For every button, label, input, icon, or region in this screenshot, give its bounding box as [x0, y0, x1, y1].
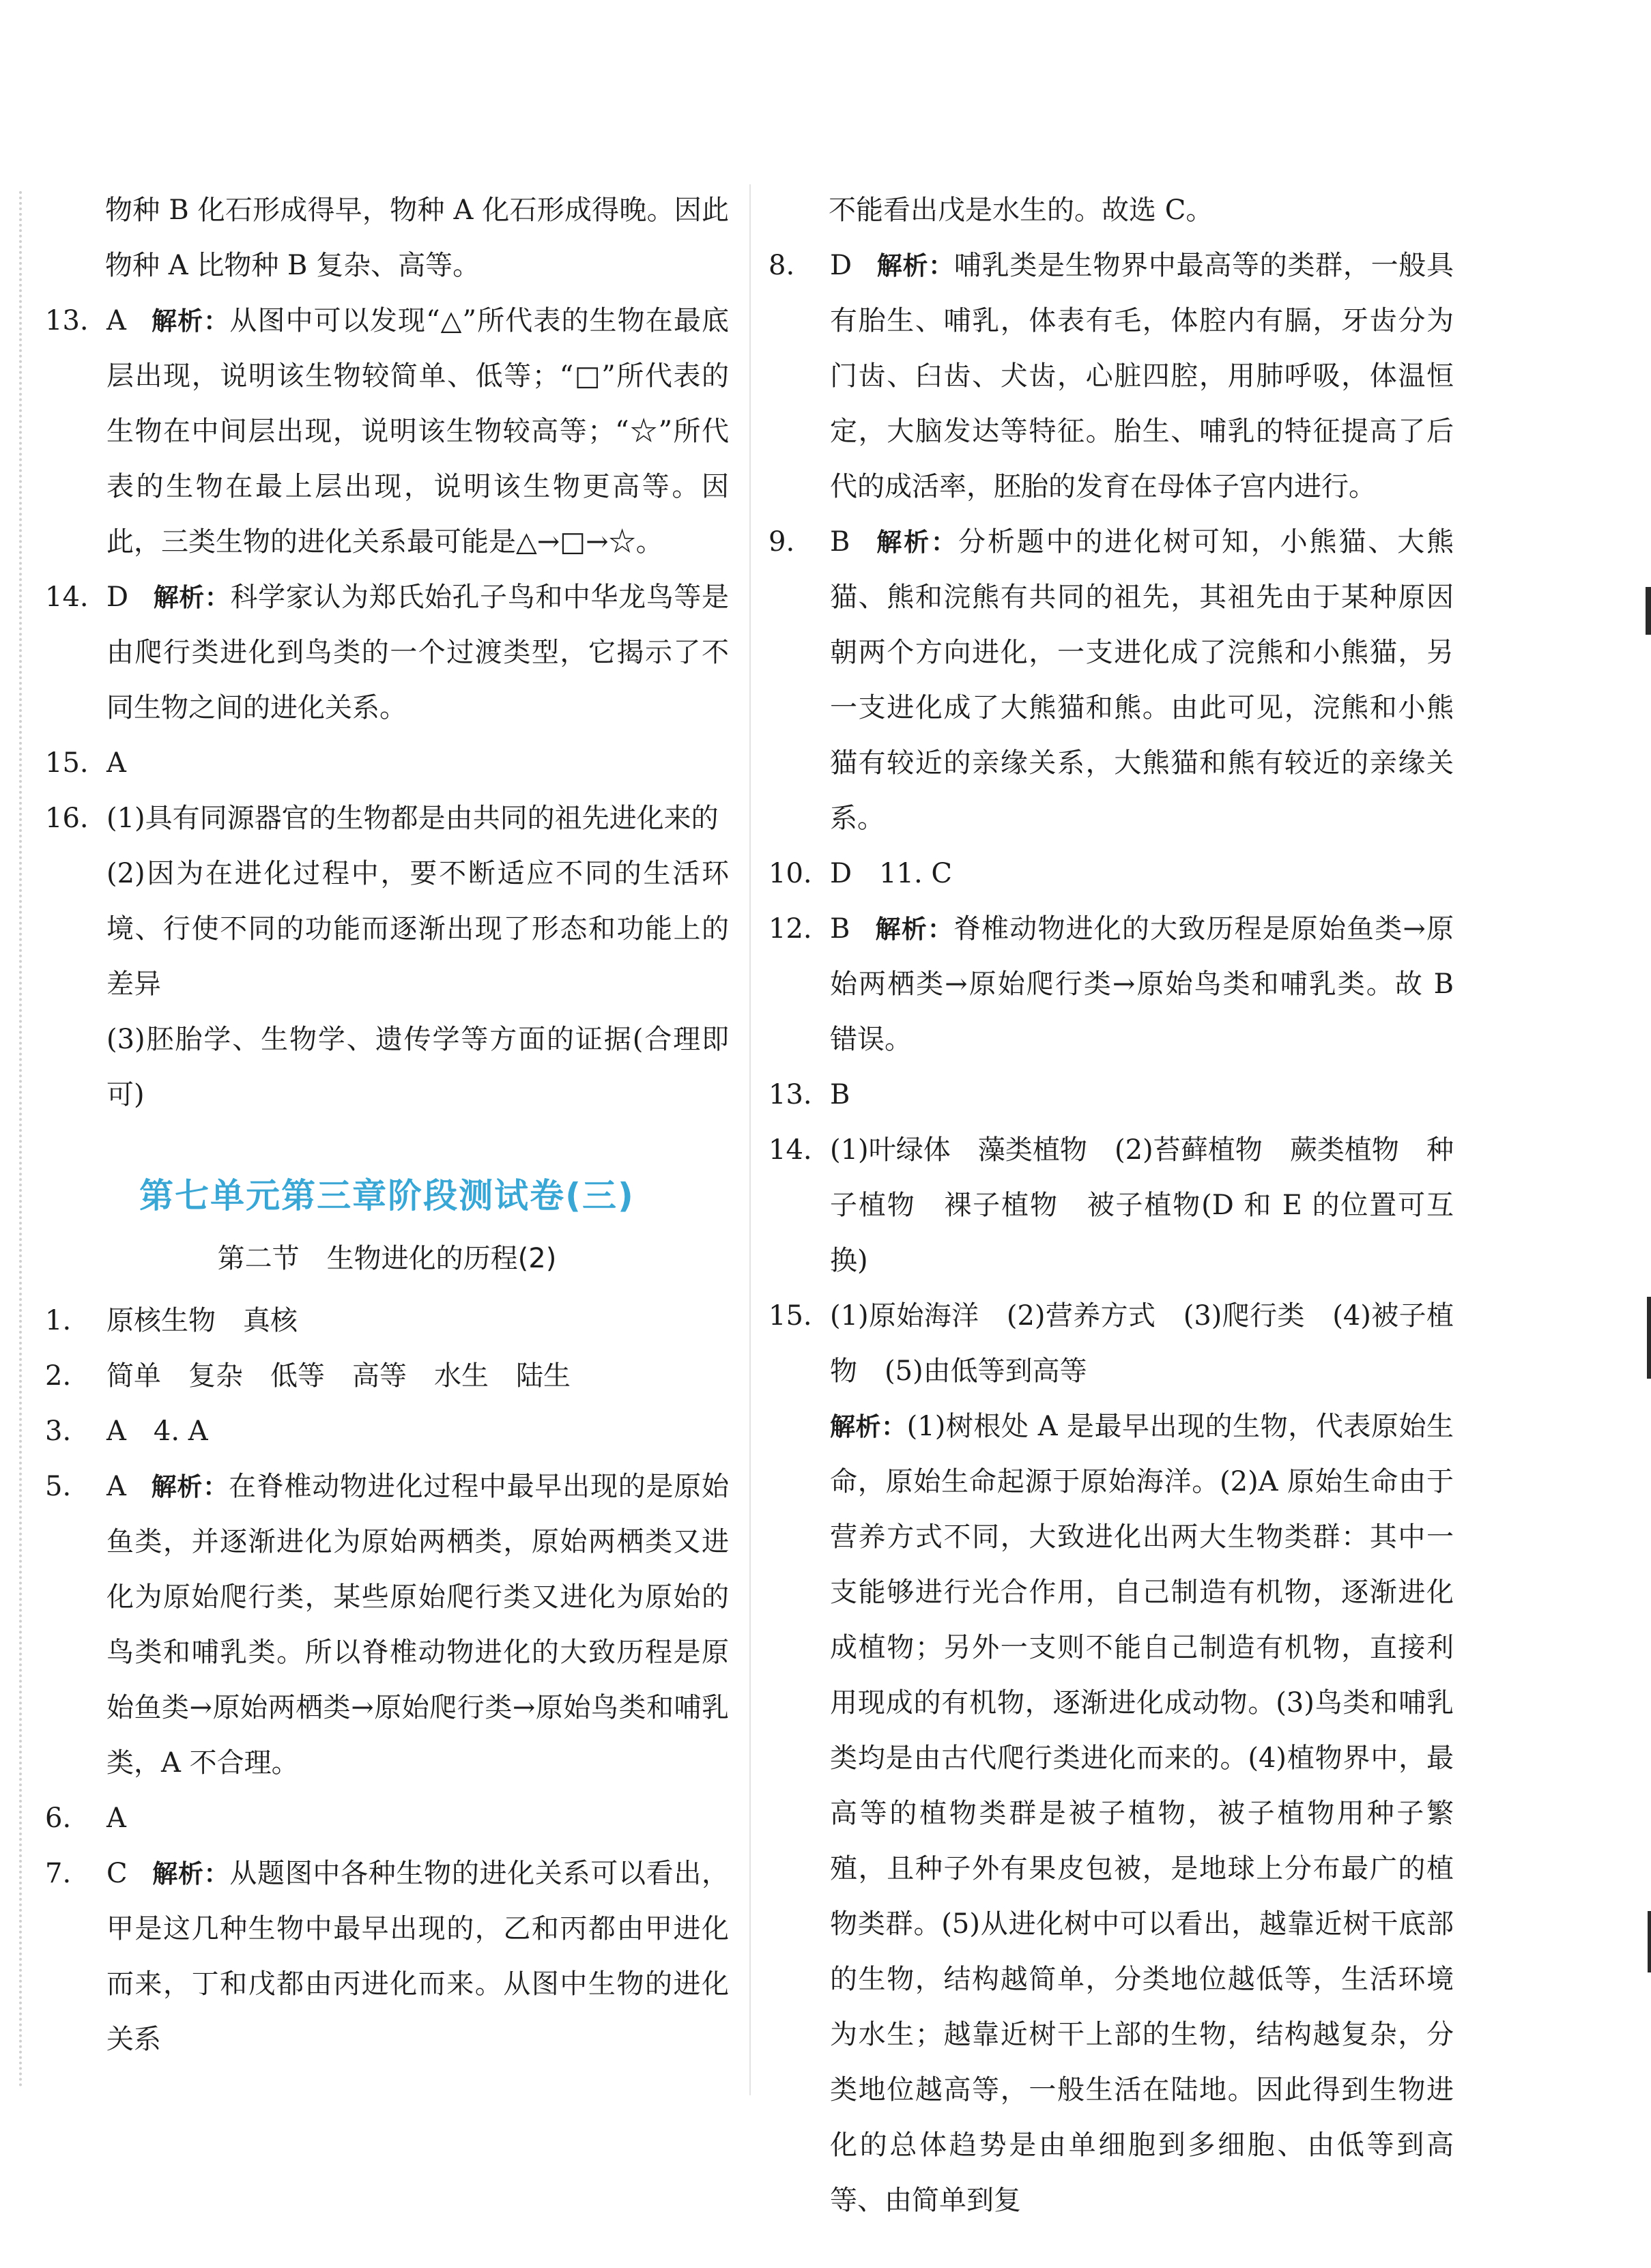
unit-title: 第七单元第三章阶段测试卷(三): [139, 1176, 635, 1216]
answer-number: 6.: [45, 1803, 72, 1834]
answer-15: [769, 1289, 1454, 2228]
analysis-label: 解析：: [876, 251, 954, 281]
answer-letter: A: [106, 1803, 126, 1834]
right-column: [769, 183, 1454, 2228]
q12-continuation: 物种 B 化石形成得早，物种 A 化石形成得晚。因此物种 A 比物种 B 复杂、高等。: [105, 195, 729, 281]
analysis-label: 解析：: [874, 915, 953, 944]
answer-8: [769, 238, 1454, 515]
analysis-label: 解析：: [874, 528, 958, 557]
answer-text: 简单 复杂 低等 高等 水生 陆生: [106, 1360, 571, 1392]
analysis-text: 从图中可以发现“△”所代表的生物在最底层出现，说明该生物较简单、低等；“□”所代表的生物在中间层出现，说明该生物较高等；“☆”所代表的生物在最上层出现，说明该生物更高等。因此，三类生物的进化关系最可能是△→□→☆。: [106, 305, 729, 558]
answer-text: A 4. A: [106, 1416, 208, 1447]
scan-edge-mark: [1648, 1911, 1651, 1972]
binding-edge-dots: [19, 191, 22, 2088]
column-divider: [749, 184, 751, 2095]
analysis-label: 解析：: [150, 1472, 229, 1502]
analysis-text: 在脊椎动物进化过程中最早出现的是原始鱼类，并逐渐进化为原始两栖类，原始两栖类又进化为原始爬行类，某些原始爬行类又进化为原始的鸟类和哺乳类。所以脊椎动物进化的大致历程是原始鱼类→原始两栖类→原始爬行类→原始鸟类和哺乳类，A 不合理。: [106, 1471, 730, 1779]
answer-number: 1.: [45, 1305, 72, 1336]
analysis-text: 脊椎动物进化的大致历程是原始鱼类→原始两栖类→原始爬行类→原始鸟类和哺乳类。故 B 错误。: [830, 913, 1454, 1055]
answer-letter: B: [830, 1079, 850, 1110]
answer-14: [769, 1123, 1454, 1289]
answer-letter: C: [106, 1858, 128, 1889]
answer-1: [45, 1293, 729, 1349]
section-title: 第二节 生物进化的历程(2): [217, 1243, 557, 1274]
answer-part: (1)具有同源器官的生物都是由共同的祖先进化来的: [106, 803, 719, 834]
analysis-text: (1)树根处 A 是最早出现的生物，代表原始生命，原始生命起源于原始海洋。(2)A 原始生命由于营养方式不同，大致进化出两大生物类群：其中一支能够进行光合作用，自己制造有机物，逐渐进化成植物；另外一支则不能自己制造有机物，直接利用现成的有机物，逐渐进化成动物。(3)鸟类和哺乳类均是由古代爬行类进化而来的。(4)植物界中，最高等的植物类群是被子植物，被子植物用种子繁殖，且种子外有果皮包被，是地球上分布最广的植物类群。(5)从进化树中可以看出，越靠近树干底部的生物，结构越简单，分类地位越低等，生活环境为水生；越靠近树干上部的生物，结构越复杂，分类地位越高等，一般生活在陆地。因此得到生物进化的总体趋势是由单细胞到多细胞、由低等到高等、由简单到复: [830, 1411, 1454, 2216]
answer-7: [45, 1846, 729, 2067]
answer-13: [45, 293, 729, 570]
answer-letter: D: [830, 250, 852, 281]
answer-number: 15.: [769, 1300, 812, 1332]
analysis-text: 从题图中各种生物的进化关系可以看出，甲是这几种生物中最早出现的，乙和丙都由甲进化而来，丁和戊都由丙进化而来。从图中生物的进化关系: [106, 1858, 730, 2055]
answer-letter: B: [830, 913, 850, 945]
answer-16: [45, 791, 729, 1123]
answer-number: 16.: [45, 803, 89, 834]
analysis-label: 解析：: [150, 306, 230, 336]
answer-5: [45, 1459, 729, 1791]
answer-letter: A: [106, 1471, 126, 1502]
answer-number: 14.: [45, 582, 89, 613]
answer-13: [769, 1067, 1454, 1123]
q7-continuation: 不能看出戊是水生的。故选 C。: [829, 195, 1214, 226]
answer-number: 8.: [769, 250, 795, 281]
answer-12: [769, 902, 1454, 1067]
answer-14: [45, 570, 729, 736]
analysis-text: 科学家认为郑氏始孔子鸟和中华龙鸟等是由爬行类进化到鸟类的一个过渡类型，它揭示了不同生物之间的进化关系。: [106, 582, 730, 723]
answer-text: (1)原始海洋 (2)营养方式 (3)爬行类 (4)被子植物 (5)由低等到高等: [830, 1300, 1454, 1387]
analysis-block: [830, 1399, 1454, 2228]
answer-number: 9.: [769, 526, 795, 558]
answer-15: [45, 736, 729, 791]
answer-letter: A: [106, 747, 126, 779]
answer-2: [45, 1349, 729, 1404]
answer-part: (2)因为在进化过程中，要不断适应不同的生活环境、行使不同的功能而逐渐出现了形态和功能上的差异: [106, 858, 729, 1000]
analysis-label: 解析：: [152, 1859, 230, 1889]
answer-10-11: [769, 846, 1454, 902]
answer-number: 5.: [45, 1471, 72, 1502]
answer-text: (1)叶绿体 藻类植物 (2)苔藓植物 蕨类植物 种子植物 裸子植物 被子植物(D 和 E 的位置可互换): [830, 1134, 1454, 1276]
answer-number: 15.: [45, 747, 89, 779]
answer-text: D 11. C: [830, 858, 953, 889]
answer-letter: A: [106, 305, 126, 336]
answer-number: 14.: [769, 1134, 812, 1166]
answer-number: 13.: [769, 1079, 812, 1110]
answer-number: 2.: [45, 1360, 72, 1392]
answer-letter: D: [106, 582, 129, 613]
left-column: [45, 183, 729, 2067]
scan-edge-mark: [1647, 1297, 1651, 1379]
analysis-label: 解析：: [830, 1412, 907, 1441]
answer-number: 7.: [45, 1858, 72, 1889]
answer-number: 12.: [769, 913, 812, 945]
answer-number: 10.: [769, 858, 812, 889]
answer-number: 13.: [45, 305, 89, 336]
answer-3-4: [45, 1404, 729, 1459]
answer-part: (3)胚胎学、生物学、遗传学等方面的证据(合理即可): [106, 1024, 729, 1110]
answer-letter: B: [830, 526, 850, 558]
answer-9: [769, 515, 1454, 846]
analysis-text: 分析题中的进化树可知，小熊猫、大熊猫、熊和浣熊有共同的祖先，其祖先由于某种原因朝两个方向进化，一支进化成了浣熊和小熊猫，另一支进化成了大熊猫和熊。由此可见，浣熊和小熊猫有较近的亲缘关系，大熊猫和熊有较近的亲缘关系。: [830, 526, 1454, 834]
answer-number: 3.: [45, 1416, 72, 1447]
answer-6: [45, 1791, 729, 1846]
scan-edge-mark: [1646, 587, 1651, 635]
analysis-label: 解析：: [153, 583, 231, 612]
analysis-text: 哺乳类是生物界中最高等的类群，一般具有胎生、哺乳，体表有毛，体腔内有膈，牙齿分为门齿、臼齿、犬齿，心脏四腔，用肺呼吸，体温恒定，大脑发达等特征。胎生、哺乳的特征提高了后代的成活率，胚胎的发育在母体子宫内进行。: [830, 250, 1454, 502]
answer-text: 原核生物 真核: [106, 1305, 298, 1336]
